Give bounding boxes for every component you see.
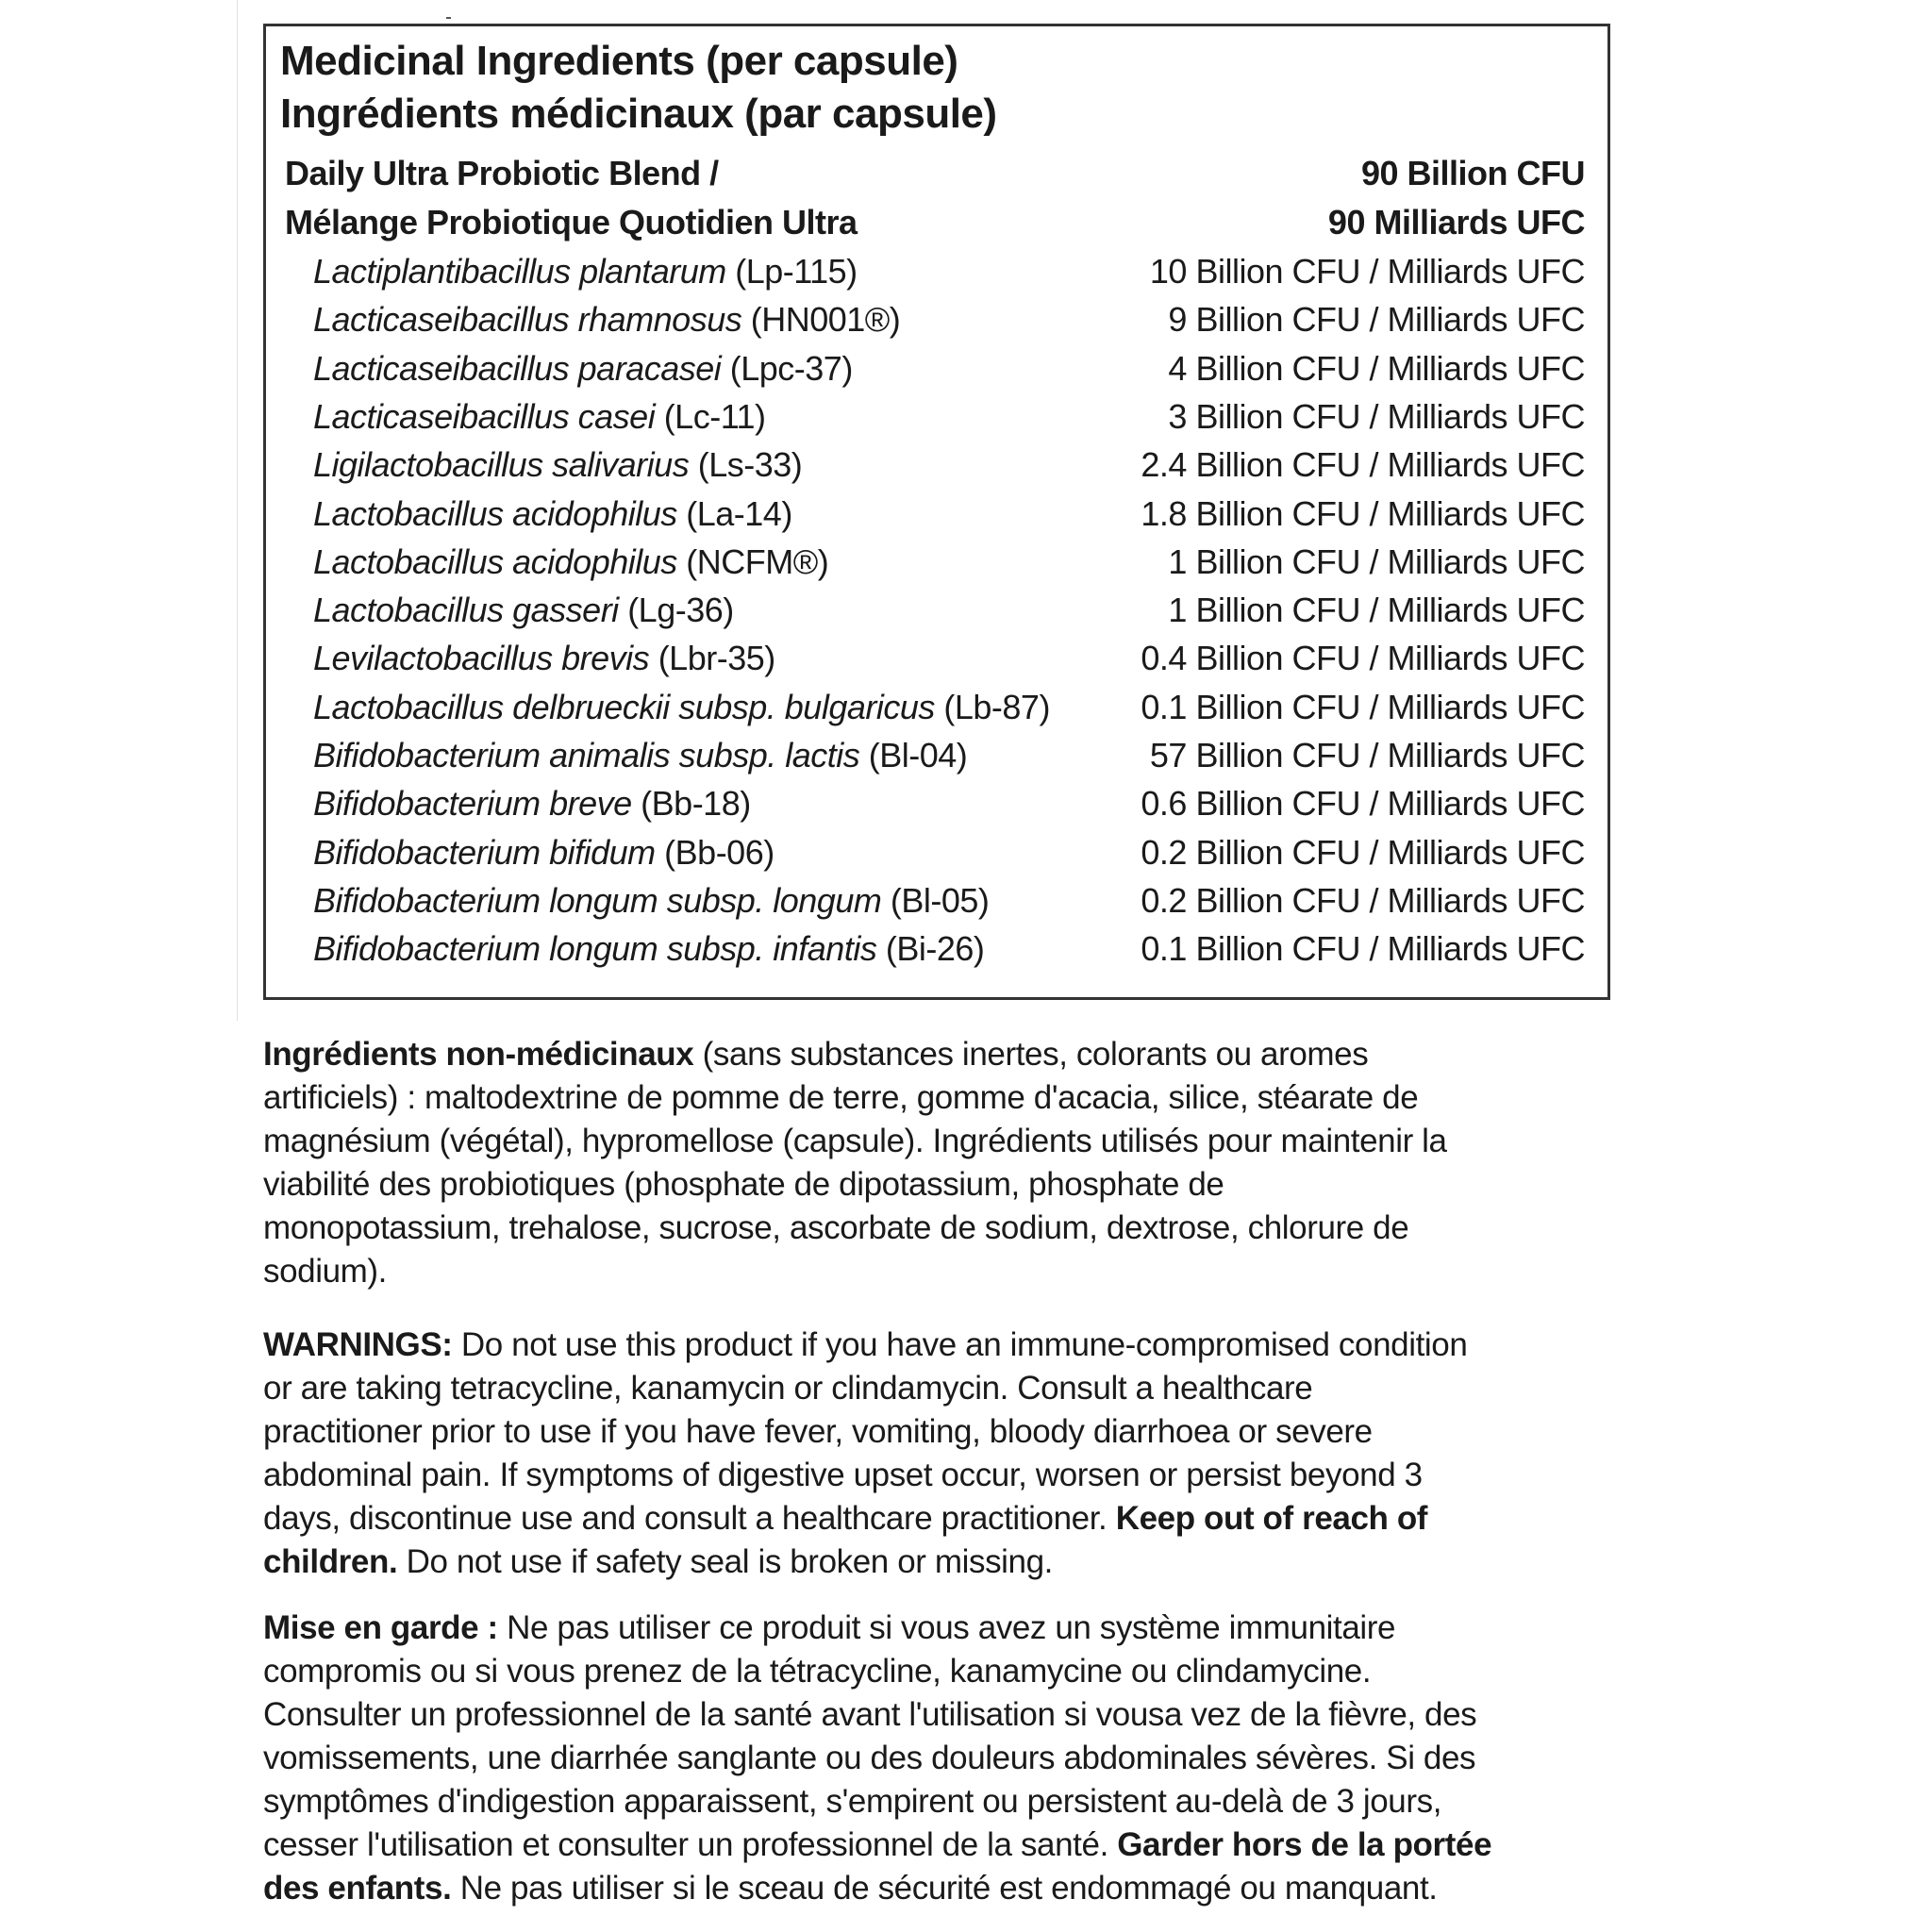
ingredient-species: Lacticaseibacillus paracasei bbox=[313, 348, 722, 388]
panel-title-en: Medicinal Ingredients (per capsule) bbox=[280, 38, 958, 84]
ingredient-species: Levilactobacillus brevis bbox=[313, 639, 650, 678]
ingredient-row bbox=[0, 634, 1932, 682]
ingredient-name bbox=[313, 247, 858, 295]
ingredient-name bbox=[313, 779, 751, 827]
ingredient-name bbox=[313, 731, 967, 779]
warnings-fr-line: symptômes d'indigestion apparaissent, s'empirent ou persistent au-delà de 3 jours, bbox=[263, 1783, 1442, 1820]
ingredient-row bbox=[0, 876, 1932, 924]
ingredient-strain: (Ls-33) bbox=[689, 445, 803, 485]
ingredient-name bbox=[313, 924, 984, 973]
warnings-en-label: WARNINGS: bbox=[263, 1326, 453, 1363]
ingredient-species: Bifidobacterium longum subsp. longum bbox=[313, 880, 882, 920]
ingredient-row bbox=[0, 247, 1932, 295]
warnings-fr-line: cesser l'utilisation et consulter un professionnel de la santé. bbox=[263, 1826, 1118, 1863]
ingredient-amount: 3 Billion CFU / Milliards UFC bbox=[1168, 396, 1585, 436]
ingredient-strain: (Lg-36) bbox=[618, 591, 734, 630]
non-medicinal-line: monopotassium, trehalose, sucrose, ascorbate de sodium, dextrose, chlorure de bbox=[263, 1209, 1409, 1246]
ingredient-name bbox=[313, 344, 853, 392]
ingredient-row bbox=[0, 828, 1932, 876]
warnings-fr-line: Consulter un professionnel de la santé avant l'utilisation si vousa vez de la fièvre, des bbox=[263, 1696, 1477, 1733]
blend-name-en: Daily Ultra Probiotic Blend / bbox=[285, 154, 719, 192]
non-medicinal-ingredients bbox=[263, 1033, 1650, 1293]
ingredient-name bbox=[313, 828, 774, 876]
ingredient-species: Lactobacillus acidophilus bbox=[313, 493, 677, 533]
ingredient-strain: (Bl-05) bbox=[881, 880, 990, 920]
ingredient-species: Lacticaseibacillus casei bbox=[313, 396, 656, 436]
ingredient-name bbox=[313, 876, 989, 924]
ingredient-name bbox=[313, 490, 792, 538]
ingredient-name bbox=[313, 441, 802, 489]
ingredient-strain: (Lp-115) bbox=[725, 252, 858, 291]
ingredient-amount: 1 Billion CFU / Milliards UFC bbox=[1168, 541, 1585, 581]
ingredient-species: Bifidobacterium bifidum bbox=[313, 832, 656, 872]
ingredient-strain: (Lc-11) bbox=[655, 396, 766, 436]
ingredient-name bbox=[313, 634, 775, 682]
ingredient-amount: 0.2 Billion CFU / Milliards UFC bbox=[1141, 880, 1585, 920]
ingredient-species: Ligilactobacillus salivarius bbox=[313, 445, 690, 485]
warnings-en-line: practitioner prior to use if you have fever, vomiting, bloody diarrhoea or severe bbox=[263, 1413, 1373, 1450]
blend-name-fr: Mélange Probiotique Quotidien Ultra bbox=[285, 203, 858, 242]
ingredient-name bbox=[313, 295, 900, 343]
ingredient-row bbox=[0, 683, 1932, 731]
ingredient-row bbox=[0, 295, 1932, 343]
ingredient-species: Lactiplantibacillus plantarum bbox=[313, 252, 726, 291]
ingredient-row bbox=[0, 924, 1932, 973]
non-medicinal-label: Ingrédients non-médicinaux bbox=[263, 1036, 694, 1073]
warnings-en-line: or are taking tetracycline, kanamycin or clindamycin. Consult a healthcare bbox=[263, 1370, 1313, 1407]
blend-amount-fr: 90 Milliards UFC bbox=[1327, 203, 1585, 242]
warnings-en bbox=[263, 1324, 1650, 1584]
keep-out-of-reach-en-cont: children. bbox=[263, 1543, 398, 1580]
ingredient-amount: 57 Billion CFU / Milliards UFC bbox=[1149, 736, 1585, 774]
ingredient-strain: (HN001®) bbox=[741, 300, 901, 340]
keep-out-of-reach-en: Keep out of reach of bbox=[1115, 1500, 1428, 1537]
keep-out-of-reach-fr: Garder hors de la portée bbox=[1117, 1826, 1492, 1863]
ingredient-amount: 9 Billion CFU / Milliards UFC bbox=[1168, 300, 1585, 340]
ingredient-strain: (Lbr-35) bbox=[649, 639, 775, 678]
ingredient-name bbox=[313, 538, 828, 586]
warnings-en-line: Do not use this product if you have an immune-compromised condition bbox=[452, 1326, 1468, 1363]
ingredient-species: Lactobacillus acidophilus bbox=[313, 541, 677, 581]
ingredient-species: Lactobacillus gasseri bbox=[313, 591, 619, 630]
print-mark bbox=[446, 17, 451, 19]
ingredient-amount: 0.6 Billion CFU / Milliards UFC bbox=[1141, 784, 1585, 824]
ingredient-species: Lactobacillus delbrueckii subsp. bulgaricus bbox=[313, 687, 935, 726]
non-medicinal-line: artificiels) : maltodextrine de pomme de terre, gomme d'acacia, silice, stéarate de bbox=[263, 1079, 1419, 1116]
ingredient-name bbox=[313, 586, 734, 634]
warnings-en-line: abdominal pain. If symptoms of digestive upset occur, worsen or persist beyond 3 bbox=[263, 1457, 1423, 1493]
ingredient-amount: 10 Billion CFU / Milliards UFC bbox=[1149, 252, 1585, 291]
ingredient-amount: 0.2 Billion CFU / Milliards UFC bbox=[1141, 832, 1585, 872]
ingredient-species: Bifidobacterium animalis subsp. lactis bbox=[313, 736, 860, 774]
ingredient-row bbox=[0, 490, 1932, 538]
ingredient-strain: (Bb-06) bbox=[655, 832, 774, 872]
ingredient-row bbox=[0, 538, 1932, 586]
ingredient-strain: (La-14) bbox=[676, 493, 792, 533]
ingredient-species: Bifidobacterium longum subsp. infantis bbox=[313, 929, 877, 969]
blend-amount-en: 90 Billion CFU bbox=[1360, 154, 1585, 192]
ingredient-row bbox=[0, 392, 1932, 441]
warnings-fr-line: compromis ou si vous prenez de la tétracycline, kanamycine ou clindamycine. bbox=[263, 1653, 1372, 1690]
ingredient-amount: 1 Billion CFU / Milliards UFC bbox=[1168, 591, 1585, 630]
ingredient-strain: (Bb-18) bbox=[631, 784, 751, 824]
ingredient-name bbox=[313, 683, 1050, 731]
warnings-fr-line: Ne pas utiliser si le sceau de sécurité est endommagé ou manquant. bbox=[451, 1870, 1438, 1907]
ingredient-row bbox=[0, 586, 1932, 634]
ingredient-amount: 0.1 Billion CFU / Milliards UFC bbox=[1141, 687, 1585, 726]
warnings-fr bbox=[263, 1607, 1650, 1910]
warnings-en-line: Do not use if safety seal is broken or missing. bbox=[397, 1543, 1053, 1580]
warnings-fr-label: Mise en garde : bbox=[263, 1609, 498, 1646]
ingredient-strain: (Lb-87) bbox=[934, 687, 1050, 726]
warnings-fr-line: Ne pas utiliser ce produit si vous avez un système immunitaire bbox=[497, 1609, 1396, 1646]
non-medicinal-line: viabilité des probiotiques (phosphate de dipotassium, phosphate de bbox=[263, 1166, 1224, 1203]
non-medicinal-line: (sans substances inertes, colorants ou aromes bbox=[693, 1036, 1369, 1073]
ingredient-species: Lacticaseibacillus rhamnosus bbox=[313, 300, 742, 340]
ingredient-row bbox=[0, 441, 1932, 489]
ingredient-row bbox=[0, 779, 1932, 827]
ingredient-amount: 1.8 Billion CFU / Milliards UFC bbox=[1141, 493, 1585, 533]
ingredient-strain: (NCFM®) bbox=[676, 541, 829, 581]
ingredient-strain: (Bl-04) bbox=[859, 736, 968, 774]
ingredient-amount: 0.4 Billion CFU / Milliards UFC bbox=[1141, 639, 1585, 678]
non-medicinal-line: sodium). bbox=[263, 1253, 388, 1290]
warnings-en-line: days, discontinue use and consult a healthcare practitioner. bbox=[263, 1500, 1116, 1537]
non-medicinal-line: magnésium (végétal), hypromellose (capsule). Ingrédients utilisés pour maintenir la bbox=[263, 1123, 1447, 1159]
panel-title-fr: Ingrédients médicinaux (par capsule) bbox=[280, 91, 997, 137]
ingredient-species: Bifidobacterium breve bbox=[313, 784, 632, 824]
ingredient-strain: (Lpc-37) bbox=[721, 348, 853, 388]
ingredient-row bbox=[0, 344, 1932, 392]
ingredient-strain: (Bi-26) bbox=[876, 929, 985, 969]
ingredient-amount: 0.1 Billion CFU / Milliards UFC bbox=[1141, 929, 1585, 969]
ingredient-row bbox=[0, 731, 1932, 779]
keep-out-of-reach-fr-cont: des enfants. bbox=[263, 1870, 452, 1907]
ingredient-amount: 2.4 Billion CFU / Milliards UFC bbox=[1141, 445, 1585, 485]
ingredient-amount: 4 Billion CFU / Milliards UFC bbox=[1168, 348, 1585, 388]
ingredient-name bbox=[313, 392, 766, 441]
warnings-fr-line: vomissements, une diarrhée sanglante ou des douleurs abdominales sévères. Si des bbox=[263, 1740, 1476, 1776]
